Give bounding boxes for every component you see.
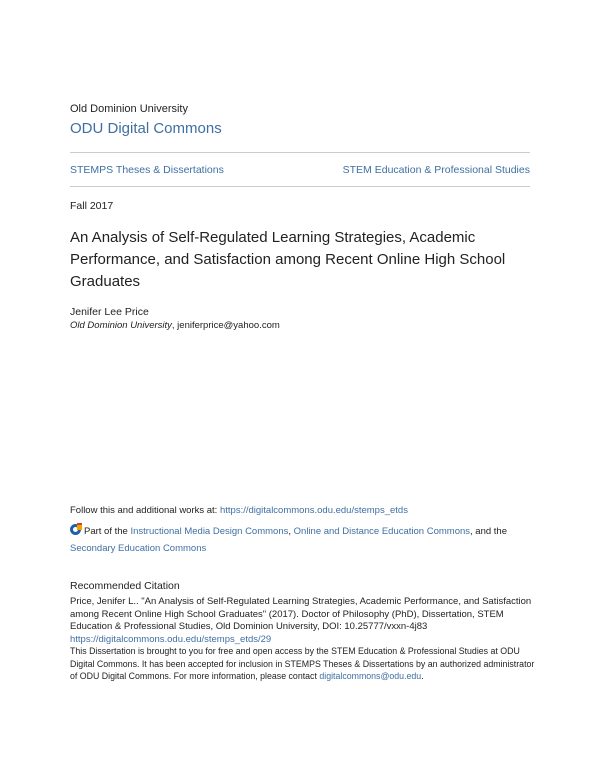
citation-text: Price, Jenifer L.. "An Analysis of Self-Regulated Learning Strategies, Academic Performance, and Satisfaction among Recent Online High School Graduates" (2017). Doctor of Philosophy (PhD), Dissertation, STEM Education & Professional Studies, Old Dominion University, DOI: 10.25777/vxxn-4j83 (70, 596, 532, 632)
commons-link-secondary-education[interactable]: Secondary Education Commons (70, 543, 207, 554)
author-affiliation (70, 320, 280, 331)
publication-date: Fall 2017 (70, 200, 114, 212)
access-notice (70, 645, 540, 683)
author-name: Jenifer Lee Price (70, 306, 149, 318)
divider (70, 152, 530, 153)
divider (70, 186, 530, 187)
part-of-prefix: Part of the (84, 526, 131, 537)
access-notice-text: This Dissertation is brought to you for free and open access by the STEM Education & Professional Studies at ODU Digital Commons. It has been accepted for inclusion in STEMPS Theses & Dissertations by an authorized administrator of ODU Digital Commons. For more information, please contact (70, 646, 535, 681)
university-name: Old Dominion University (70, 103, 188, 115)
part-of-line (70, 523, 540, 557)
contact-email-link[interactable]: digitalcommons@odu.edu (319, 671, 422, 681)
citation-block (70, 596, 540, 646)
collection-link[interactable]: STEMPS Theses & Dissertations (70, 164, 224, 176)
department-link[interactable]: STEM Education & Professional Studies (342, 164, 530, 176)
separator: , (288, 526, 294, 537)
follow-text: Follow this and additional works at: (70, 505, 220, 516)
repository-link[interactable]: ODU Digital Commons (70, 120, 222, 137)
bepress-commons-icon (70, 524, 81, 535)
period: . (421, 671, 424, 681)
citation-heading: Recommended Citation (70, 580, 180, 592)
separator: , and the (470, 526, 507, 537)
follow-line (70, 505, 408, 516)
document-title: An Analysis of Self-Regulated Learning Strategies, Academic Performance, and Satisfaction among Recent Online High School Graduates (70, 229, 506, 290)
author-institution: Old Dominion University (70, 320, 172, 331)
commons-link-instructional-media[interactable]: Instructional Media Design Commons (130, 526, 289, 537)
commons-link-online-distance[interactable]: Online and Distance Education Commons (293, 526, 471, 537)
citation-url-link[interactable]: https://digitalcommons.odu.edu/stemps_etds/29 (70, 633, 272, 645)
author-email: , jeniferprice@yahoo.com (171, 320, 280, 331)
collection-url-link[interactable]: https://digitalcommons.odu.edu/stemps_etds (219, 505, 408, 516)
